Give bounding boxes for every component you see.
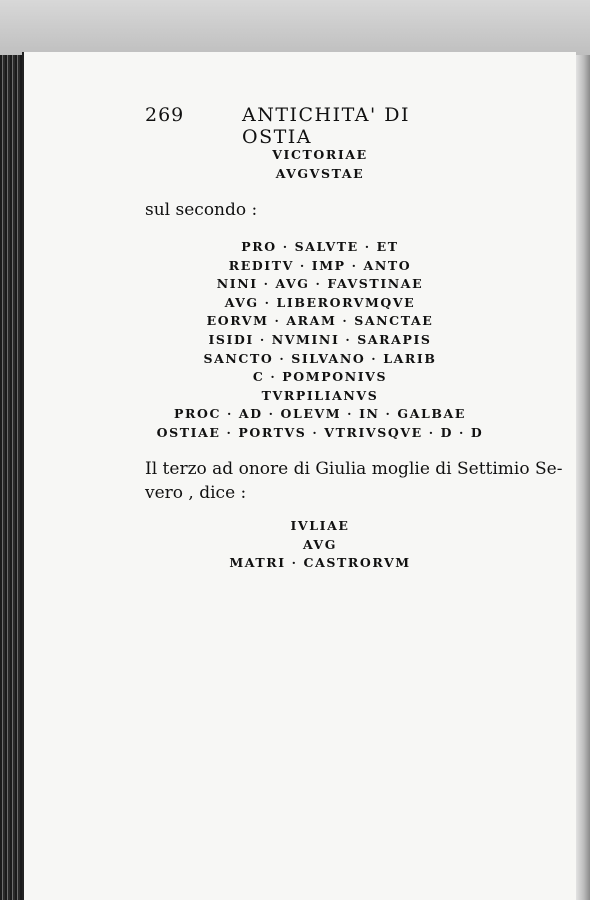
inscription-line: AVG · LIBERORVMQVE <box>224 294 416 310</box>
inscription-line: ISIDI · NVMINI · SARAPIS <box>208 331 432 347</box>
inscription-line: EORVM · ARAM · SANCTAE <box>206 313 434 329</box>
inscription-line: SANCTO · SILVANO · LARIB <box>203 350 437 366</box>
running-title: ANTICHITA' DI OSTIA <box>242 104 410 148</box>
body-paragraph <box>145 457 563 505</box>
page-header <box>145 104 465 148</box>
inscription-line: VICTORIAE <box>272 147 368 162</box>
inscription-line: C · POMPONIVS <box>252 369 388 385</box>
inscription-line: AVG <box>303 536 337 552</box>
inscription-iuliae <box>150 517 490 573</box>
inscription-line: NINI · AVG · FAVSTINAE <box>216 276 424 292</box>
inscription-line: AVGVSTAE <box>275 165 365 181</box>
paragraph-line: Il terzo ad onore di Giulia moglie di Settimio Se- <box>145 459 563 479</box>
paragraph-line: vero , dice : <box>145 483 247 503</box>
inscription-line: PROC · AD · OLEVM · IN · GALBAE <box>174 406 466 422</box>
page-right-edge <box>574 55 590 900</box>
inscription-line: MATRI · CASTRORVM <box>229 555 411 571</box>
inscription-pro-salute <box>150 238 490 443</box>
scan-background <box>0 0 590 60</box>
book-spine-edge <box>0 55 22 900</box>
inscription-line: TVRPILIANVS <box>261 387 379 403</box>
intro-text: sul secondo : <box>145 200 258 220</box>
inscription-line: OSTIAE · PORTVS · VTRIVSQVE · D · D <box>156 424 484 440</box>
inscription-line: PRO · SALVTE · ET <box>241 239 399 254</box>
page-number: 269 <box>145 104 185 126</box>
inscription-line: REDITV · IMP · ANTO <box>228 257 412 273</box>
inscription-line: IVLIAE <box>290 518 350 533</box>
inscription-victoriae <box>150 146 490 183</box>
